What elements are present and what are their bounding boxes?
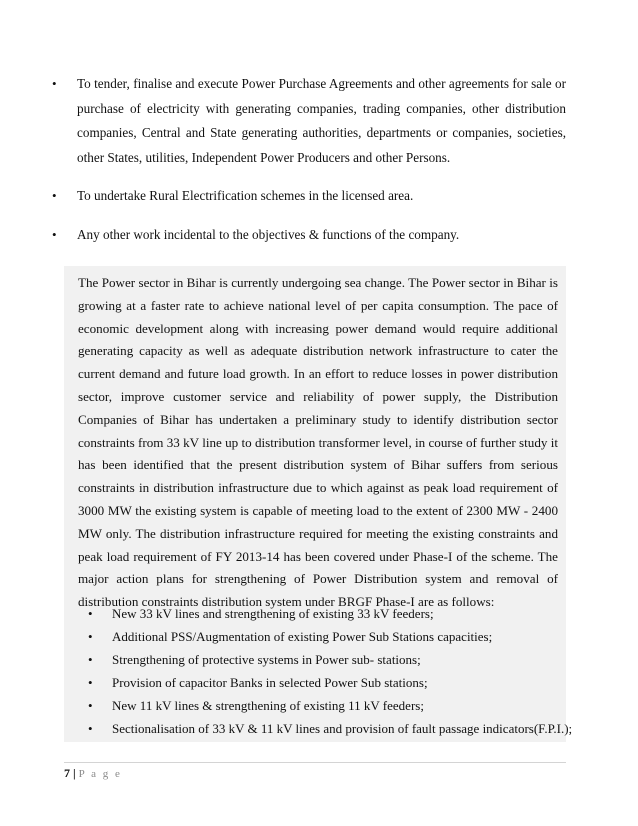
bullet-icon: • xyxy=(52,226,57,242)
action-plan-list xyxy=(88,602,573,740)
bullet-icon: • xyxy=(52,76,57,91)
page-label: P a g e xyxy=(78,768,122,780)
list-item-text: Additional PSS/Augmentation of existing Power Sub Stations capacities; xyxy=(112,629,493,644)
power-sector-paragraph: The Power sector in Bihar is currently undergoing sea change. The Power sector in Bihar is growing at a faster rate to achieve national level of per capita consumption. The pace of economic development along with increasing power demand would require additional generating capacity as well as adequate distribution network infrastructure to cater the current demand and future load growth. In an effort to reduce losses in power distribution sector, improve customer service and reliability of power supply, the Distribution Companies of Bihar has undertaken a preliminary study to identify distribution sector constraints from 33 kV line up to distribution transformer level, in course of further study it has been identified that the present distribution system of Bihar suffers from serious constraints in distribution infrastructure due to which against as peak load requirement of 3000 MW the existing system is capable of meeting load to the extent of 2300 MW - 2400 MW only. The distribution infrastructure required for meeting the existing constraints and peak load requirement of FY 2013-14 has been covered under Phase-I of the scheme. The major action plans for strengthening of Power Distribution system and removal of distribution constraints distribution system under BRGF Phase-I are as follows: xyxy=(78,275,558,610)
objectives-bullet-list xyxy=(52,72,566,247)
bullet-icon: • xyxy=(88,721,93,736)
bullet-icon: • xyxy=(88,652,93,667)
list-item-text: Strengthening of protective systems in Power sub- stations; xyxy=(112,652,421,667)
list-item xyxy=(88,625,560,648)
shaded-text-box xyxy=(64,266,573,742)
page-number: 7 xyxy=(64,766,70,780)
bullet-text: To tender, finalise and execute Power Purchase Agreements and other agreements for sale or purchase of electricity with generating companies, trading companies, other distribution companies, Central and State generating authorities, departments or companies, societies, other States, utilities, Independent Power Producers and other Persons. xyxy=(77,76,566,165)
list-item xyxy=(88,648,560,671)
bullet-icon: • xyxy=(88,629,93,644)
list-item xyxy=(88,717,573,740)
list-item-text: Provision of capacitor Banks in selected Power Sub stations; xyxy=(112,675,428,690)
list-item xyxy=(52,223,566,248)
footer-separator: | xyxy=(73,766,76,780)
list-item xyxy=(52,72,566,170)
list-item-text: New 11 kV lines & strengthening of existing 11 kV feeders; xyxy=(112,698,424,713)
list-item xyxy=(52,184,566,209)
bullet-icon: • xyxy=(88,606,93,621)
list-item xyxy=(88,602,560,625)
list-item-text: New 33 kV lines and strengthening of existing 33 kV feeders; xyxy=(112,606,434,621)
bullet-text: To undertake Rural Electrification schemes in the licensed area. xyxy=(77,188,414,203)
footer-divider xyxy=(64,762,566,763)
list-item-text: Sectionalisation of 33 kV & 11 kV lines and provision of fault passage indicators(F.P.I.); xyxy=(112,721,573,736)
bullet-icon: • xyxy=(88,698,93,713)
list-item xyxy=(88,671,560,694)
bullet-icon: • xyxy=(88,675,93,690)
bullet-text: Any other work incidental to the objectives & functions of the company. xyxy=(77,226,460,242)
bullet-icon: • xyxy=(52,188,57,203)
list-item xyxy=(88,694,560,717)
page-footer xyxy=(64,764,122,783)
